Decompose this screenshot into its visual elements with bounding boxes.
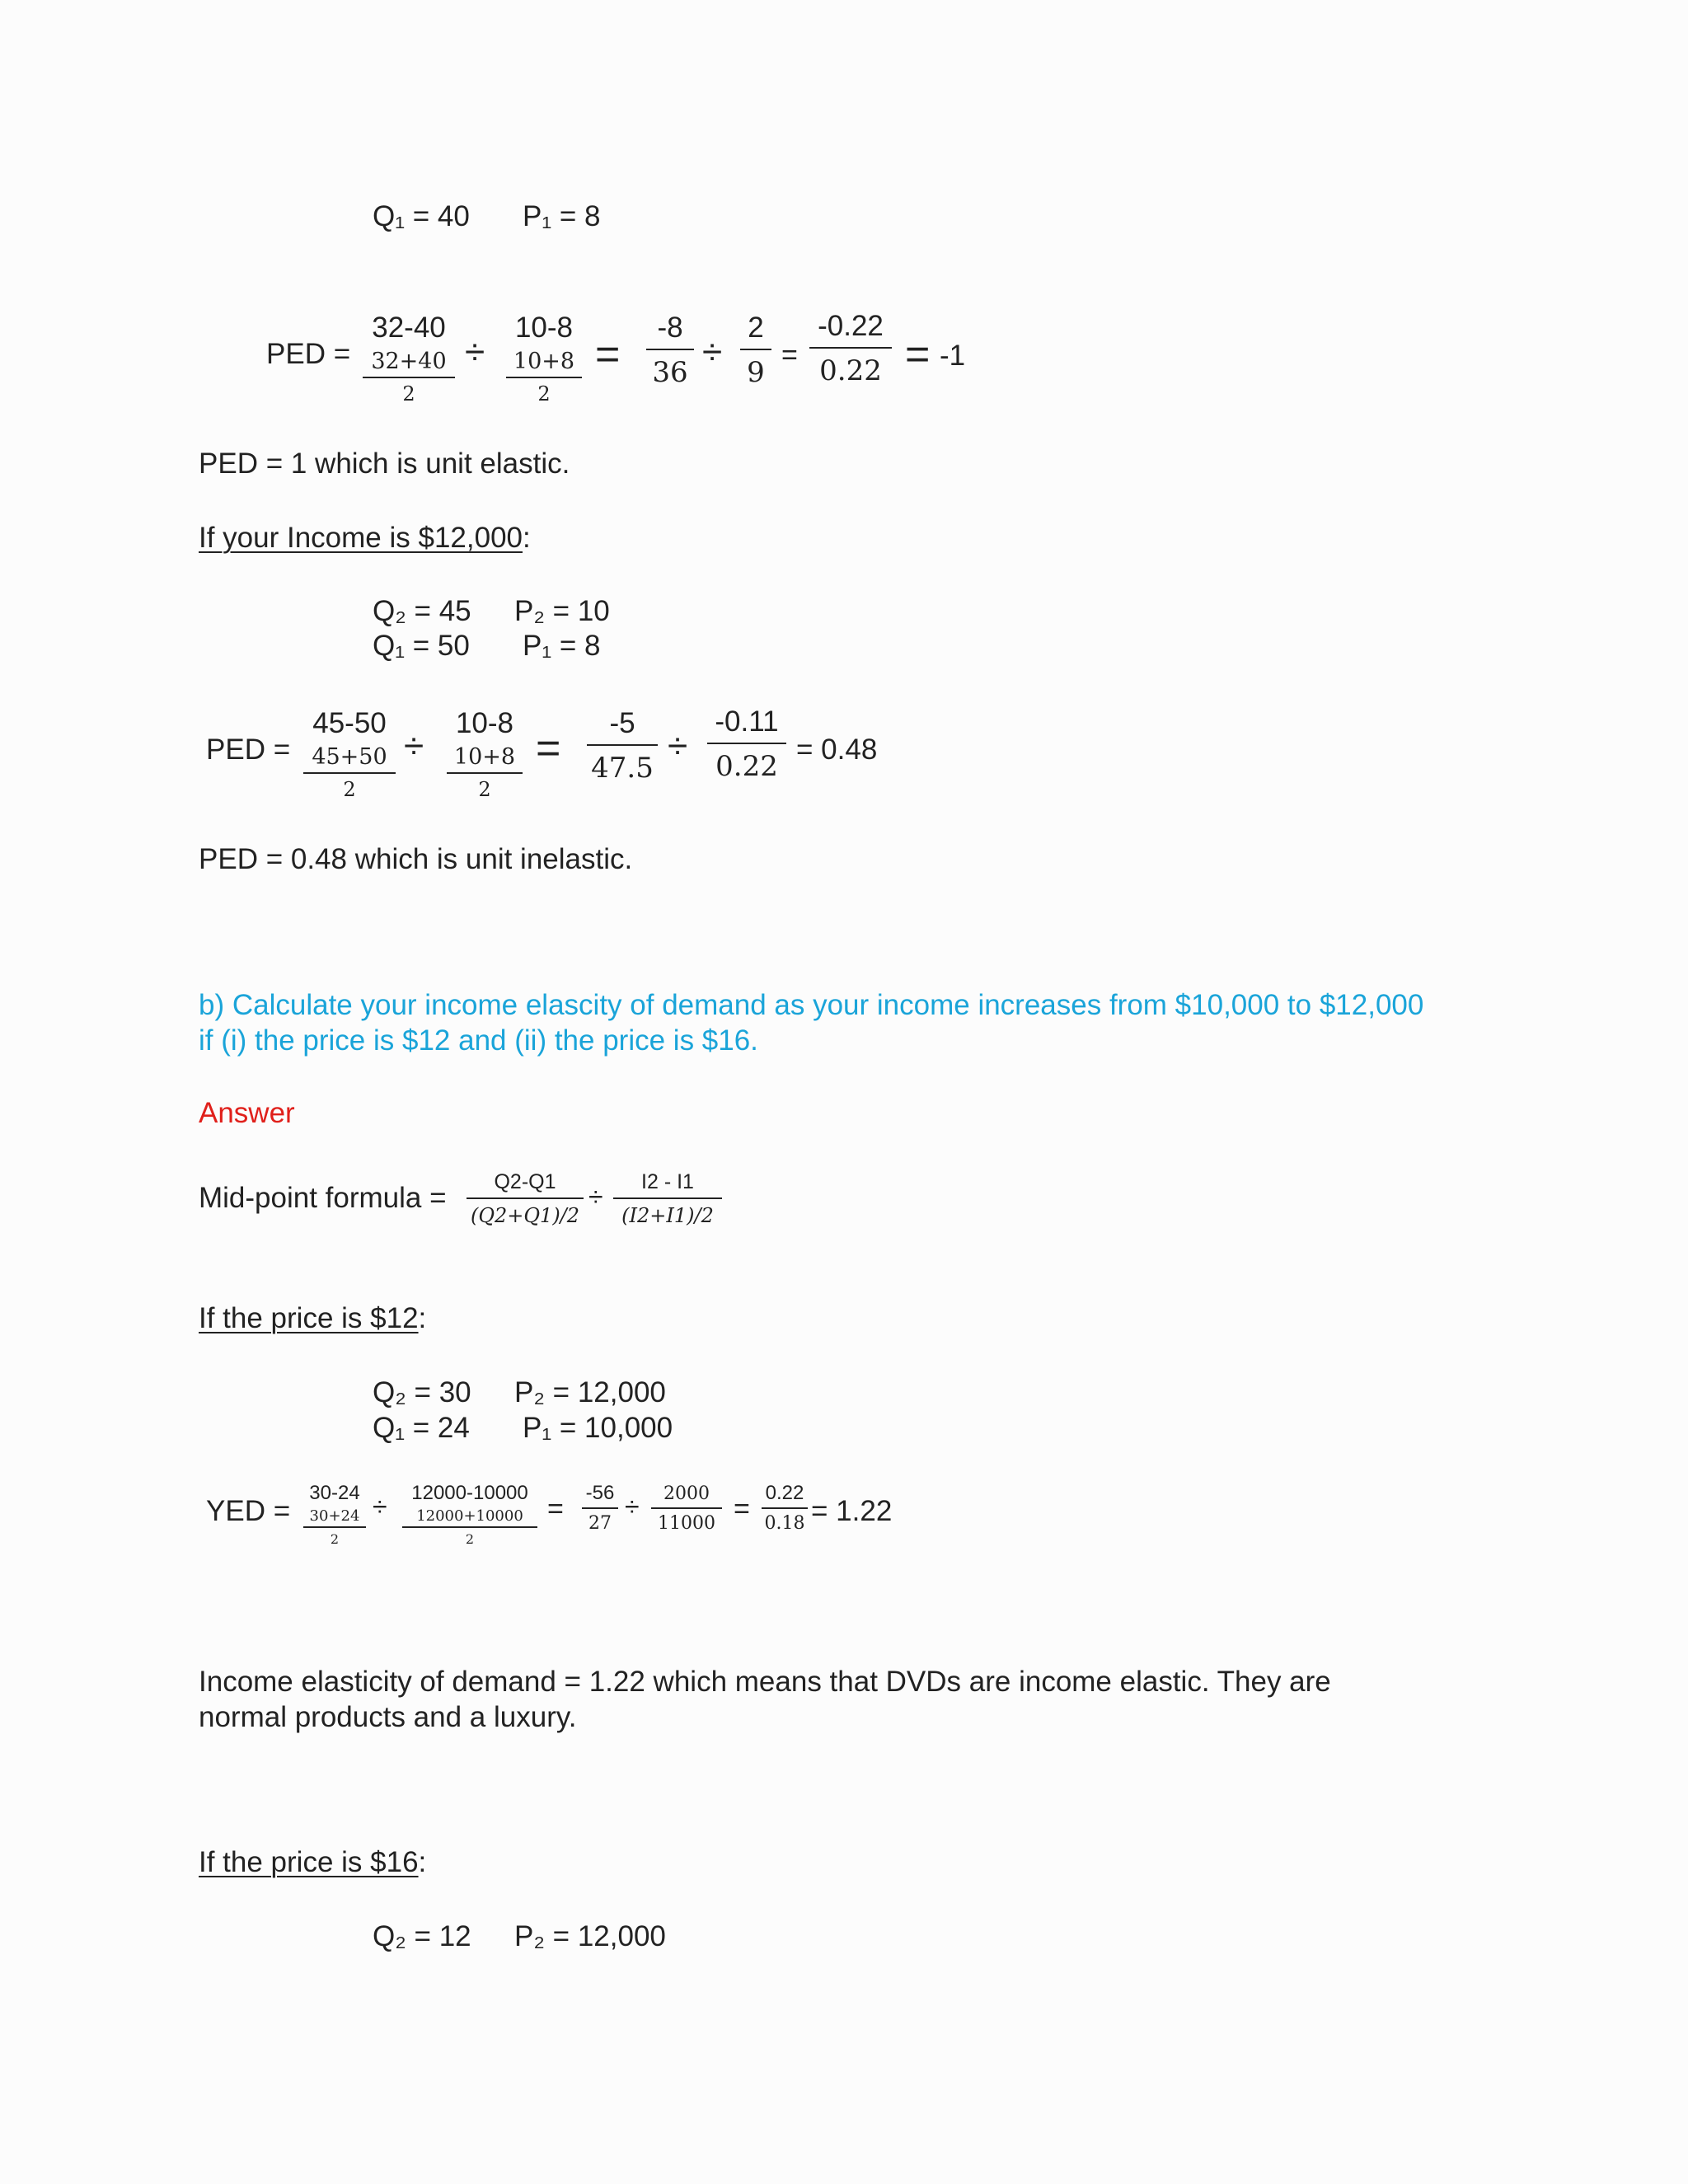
fraction-bar [646, 349, 694, 350]
fraction-bar [402, 1526, 537, 1528]
equals-symbol: = [595, 330, 621, 378]
heading-text: If the price is $12 [199, 1302, 419, 1334]
fraction-decimal [809, 312, 892, 385]
section-heading-income [199, 523, 531, 552]
yed-conclusion-line-1: Income elasticity of demand = 1.22 which means that DVDs are income elastic. They are [199, 1666, 1331, 1698]
fraction-simplified-2 [651, 1485, 722, 1533]
fraction-numerator: 10-8 [514, 312, 574, 344]
fraction-numerator: Q2-Q1 [494, 1170, 556, 1193]
fraction-denominator: 11000 [658, 1513, 715, 1534]
fraction-numerator: -0.11 [715, 705, 779, 738]
fraction-income [613, 1172, 722, 1226]
fraction-income-change [402, 1483, 537, 1546]
fraction-price-change [506, 313, 582, 404]
fraction-denominator: (Q2+Q1)/2 [470, 1204, 580, 1227]
equals-symbol: = [536, 724, 561, 772]
fraction-numerator: 45-50 [312, 707, 387, 739]
fraction-quantity-change [303, 709, 396, 799]
fraction-bar [707, 743, 786, 744]
heading-colon: : [418, 1302, 427, 1334]
divide-symbol: ÷ [702, 332, 723, 373]
fraction-simplified-1 [582, 1483, 618, 1533]
fraction-bar [740, 349, 771, 350]
fraction-numerator: -5 [609, 707, 635, 739]
fraction-numerator: 10-8 [455, 707, 514, 739]
p2-value: P₂ = 12,000 [514, 1920, 666, 1952]
heading-text: If your Income is $12,000 [199, 522, 523, 554]
fraction-numerator: -0.22 [818, 310, 884, 342]
fraction-denominator: 47.5 [591, 752, 654, 785]
fraction-denominator: 45+50 [312, 744, 387, 770]
heading-colon: : [418, 1846, 427, 1878]
fraction-sub-denominator: 2 [537, 382, 551, 405]
equals-symbol: = [905, 330, 931, 378]
fraction-quantity-change [363, 313, 455, 404]
fraction-bar [582, 1507, 618, 1509]
fraction-denominator: 0.22 [715, 750, 778, 783]
fraction-numerator: 2000 [663, 1483, 710, 1504]
fraction-bar [303, 772, 396, 774]
section-heading-price-16 [199, 1848, 426, 1877]
p2-value: P₂ = 12,000 [514, 1376, 666, 1408]
fraction-numerator: 12000-10000 [411, 1482, 528, 1504]
answer-label: Answer [199, 1097, 295, 1129]
fraction-bar [762, 1507, 808, 1509]
heading-colon: : [523, 522, 531, 554]
fraction-denominator: 9 [747, 356, 765, 389]
q2-value: Q₂ = 12 [373, 1920, 471, 1952]
q1-value: Q₁ = 50 [373, 630, 470, 662]
fraction-bar [447, 772, 523, 774]
fraction-denominator: 32+40 [371, 349, 447, 374]
fraction-numerator: -8 [657, 312, 683, 344]
fraction-bar [613, 1197, 722, 1199]
fraction-simplified-2 [740, 313, 771, 387]
divide-symbol: ÷ [465, 332, 485, 373]
fraction-numerator: 30-24 [309, 1482, 360, 1504]
fraction-sub-denominator: 2 [330, 1531, 340, 1547]
heading-text: If the price is $16 [199, 1846, 419, 1878]
divide-symbol: ÷ [404, 726, 424, 766]
divide-symbol: ÷ [373, 1492, 387, 1521]
fraction-denominator: (I2+I1)/2 [621, 1204, 714, 1227]
equals-symbol: = [781, 340, 798, 371]
fraction-numerator: 0.22 [765, 1482, 804, 1504]
ped-result: = 0.48 [796, 733, 878, 766]
yed-result: = 1.22 [811, 1495, 893, 1527]
fraction-denominator: 12000+10000 [416, 1507, 523, 1525]
divide-symbol: ÷ [625, 1492, 640, 1521]
fraction-bar [587, 744, 658, 746]
fraction-numerator: 2 [748, 312, 764, 344]
ped-result: -1 [940, 340, 966, 372]
fraction-sub-denominator: 2 [478, 778, 491, 801]
fraction-sub-denominator: 2 [402, 382, 415, 405]
p1-value: P₁ = 10,000 [523, 1412, 673, 1444]
fraction-numerator: -56 [585, 1482, 615, 1504]
fraction-bar [303, 1526, 366, 1528]
fraction-denominator: 36 [652, 356, 688, 389]
q1-value: Q₁ = 40 [373, 200, 470, 232]
p1-value: P₁ = 8 [523, 630, 601, 662]
q2-value: Q₂ = 30 [373, 1376, 471, 1408]
fraction-bar [363, 377, 455, 378]
yed-conclusion-line-2: normal products and a luxury. [199, 1701, 577, 1733]
question-b-line-1: b) Calculate your income elascity of demand as your income increases from $10,000 to $12,000 [199, 989, 1424, 1021]
q1-value: Q₁ = 24 [373, 1412, 470, 1444]
fraction-denominator: 10+8 [513, 349, 575, 374]
fraction-bar [467, 1197, 584, 1199]
divide-symbol: ÷ [588, 1182, 603, 1212]
ped-conclusion-1: PED = 1 which is unit elastic. [199, 448, 570, 480]
fraction-quantity-change [303, 1483, 366, 1546]
equals-symbol: = [547, 1493, 564, 1525]
fraction-bar [651, 1507, 722, 1509]
ped-conclusion-2: PED = 0.48 which is unit inelastic. [199, 843, 633, 875]
fraction-sub-denominator: 2 [465, 1531, 475, 1547]
ped-label: PED = [206, 733, 291, 766]
fraction-denominator: 10+8 [453, 744, 516, 770]
fraction-denominator: 27 [588, 1513, 612, 1534]
fraction-simplified-1 [587, 707, 658, 785]
fraction-simplified-2 [707, 705, 786, 783]
section-heading-price-12 [199, 1304, 426, 1333]
fraction-sub-denominator: 2 [343, 778, 356, 801]
fraction-decimal [762, 1483, 808, 1533]
p2-value: P₂ = 10 [514, 595, 610, 627]
fraction-denominator: 0.22 [819, 354, 882, 387]
fraction-denominator: 0.18 [764, 1513, 805, 1534]
midpoint-label: Mid-point formula = [199, 1182, 447, 1214]
divide-symbol: ÷ [668, 726, 688, 766]
fraction-numerator: 32-40 [372, 312, 446, 344]
equals-symbol: = [734, 1493, 750, 1525]
fraction-bar [809, 347, 892, 349]
q2-value: Q₂ = 45 [373, 595, 471, 627]
p1-value: P₁ = 8 [523, 200, 601, 232]
ped-label: PED = [266, 338, 351, 370]
yed-label: YED = [206, 1495, 291, 1527]
fraction-numerator: I2 - I1 [641, 1170, 694, 1193]
fraction-price-change [447, 709, 523, 799]
fraction-quantity [467, 1172, 584, 1226]
question-b-line-2: if (i) the price is $12 and (ii) the price is $16. [199, 1024, 758, 1057]
fraction-bar [506, 377, 582, 378]
fraction-simplified-1 [646, 313, 694, 387]
fraction-denominator: 30+24 [309, 1507, 360, 1525]
